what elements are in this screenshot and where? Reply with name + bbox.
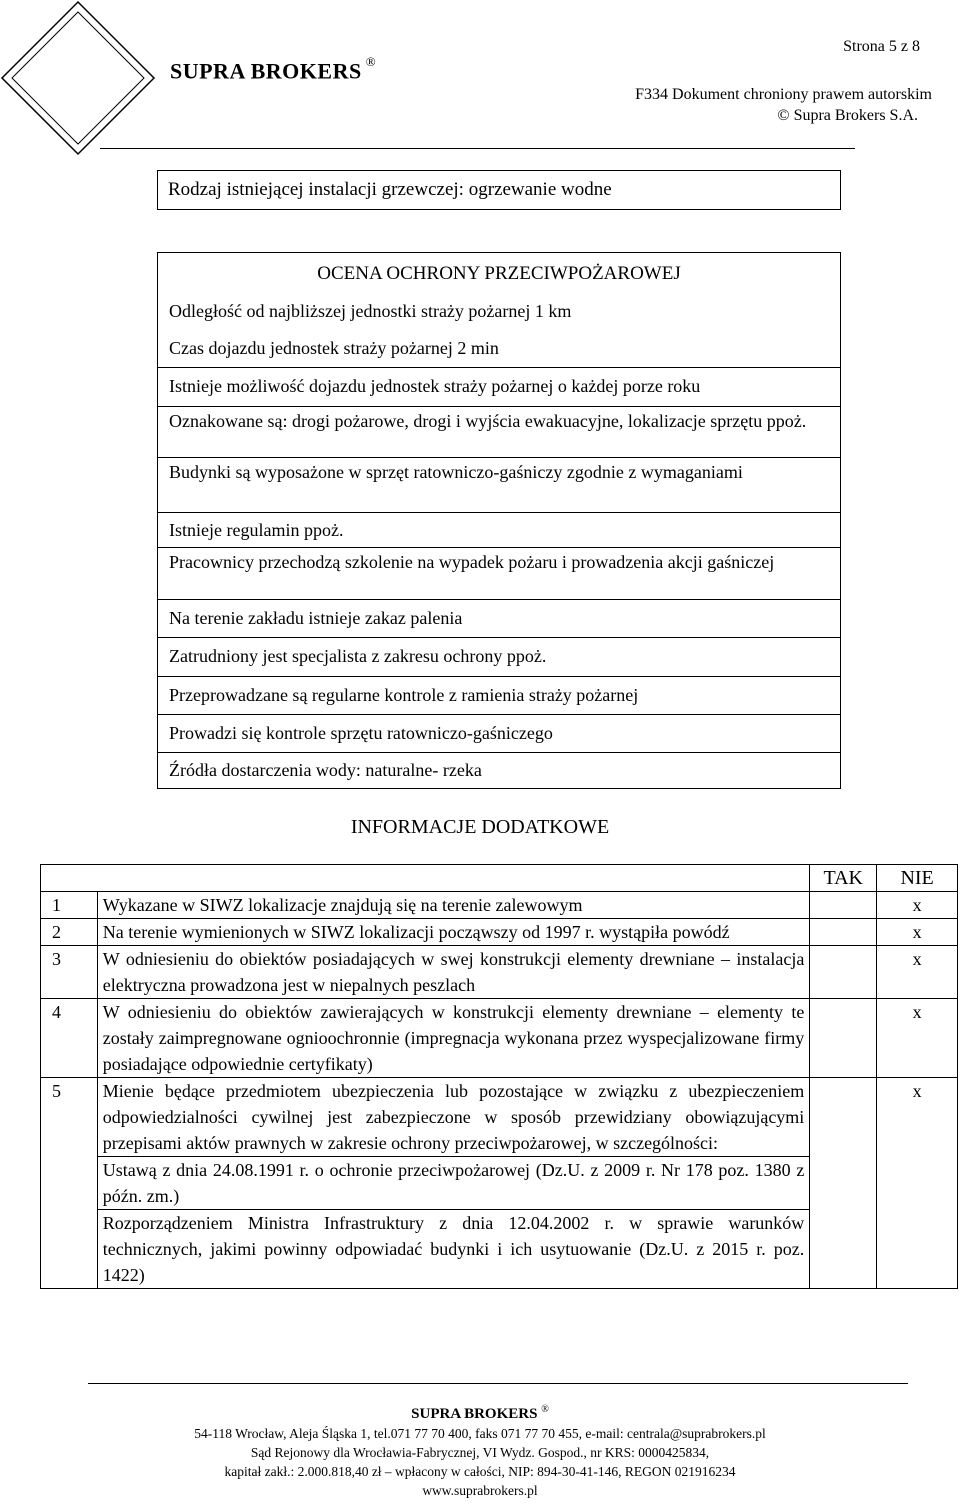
footer-address: 54-118 Wrocław, Aleja Śląska 1, tel.071 77 70 400, faks 071 77 70 455, e-mail: centrala@suprabrokers.pl <box>194 1426 766 1441</box>
fire-item: Prowadzi się kontrole sprzętu ratowniczo-gaśniczego <box>158 714 840 752</box>
table-row: 2 Na terenie wymienionych w SIWZ lokalizacji począwszy od 1997 r. wystąpiła powódź x <box>41 919 958 946</box>
table-row: 1 Wykazane w SIWZ lokalizacje znajdują się na terenie zalewowym x <box>41 892 958 919</box>
fire-protection-box <box>157 252 841 789</box>
fire-item: Istnieje regulamin ppoż. <box>158 512 840 547</box>
fire-item: Odległość od najbliższej jednostki straży pożarnej 1 km <box>169 301 572 321</box>
row-text: Mienie będące przedmiotem ubezpieczenia lub pozostające w związku z ubezpieczeniem odpowiedzialności cywilnej jest zabezpieczone w sposób przewidziany obowiązującymi przepisami aktów prawnych w zakresie ochrony przeciwpożarowej, w szczególności: <box>102 1081 805 1153</box>
fire-item: Na terenie zakładu istnieje zakaz palenia <box>158 599 840 637</box>
copyright-line: © Supra Brokers S.A. <box>777 107 918 124</box>
fire-item: Czas dojazdu jednostek straży pożarnej 2 min <box>169 338 499 358</box>
regulation-act: Ustawą z dnia 24.08.1991 r. o ochronie przeciwpożarowej (Dz.U. z 2009 r. Nr 178 poz. 1380 z późn. zm.) <box>98 1156 810 1209</box>
fire-item: Przeprowadzane są regularne kontrole z ramienia straży pożarnej <box>158 676 840 714</box>
table-row: 4 W odniesieniu do obiektów zawierających w konstrukcji elementy drewniane – elementy te zostały zaimpregnowane ognioochronnie (impregnacja wykonana przez wyspecjalizowane firmy posiadające odpowiednie certyfikaty) x <box>41 999 958 1078</box>
header-brand: SUPRA BROKERS ® <box>170 54 377 84</box>
regulation-ordinance: Rozporządzeniem Ministra Infrastruktury z dnia 12.04.2002 r. w sprawie warunków technicznych, jakimi powinny odpowiadać budynki i ich usytuowanie (Dz.U. z 2015 r. poz. 1422) <box>98 1209 810 1288</box>
additional-info-table <box>40 864 958 1289</box>
table-header-row <box>41 865 958 892</box>
col-no-header: NIE <box>877 865 958 892</box>
fire-item: Zatrudniony jest specjalista z zakresu ochrony ppoż. <box>158 637 840 676</box>
footer-capital: kapitał zakł.: 2.000.818,40 zł – wpłacony w całości, NIP: 894-30-41-146, REGON 021916234 <box>224 1464 736 1479</box>
fire-protection-title: OCENA OCHRONY PRZECIWPOŻAROWEJ <box>317 263 681 284</box>
fire-item: Istnieje możliwość dojazdu jednostek straży pożarnej o każdej porze roku <box>158 367 840 406</box>
document-note: F334 Dokument chroniony prawem autorskim <box>635 86 932 103</box>
fire-item: Oznakowane są: drogi pożarowe, drogi i wyjścia ewakuacyjne, lokalizacje sprzętu ppoż. <box>158 406 840 457</box>
fire-item: Budynki są wyposażone w sprzęt ratowniczo-gaśniczy zgodnie z wymaganiami <box>158 457 840 512</box>
additional-info-title: INFORMACJE DODATKOWE <box>350 816 610 838</box>
page-indicator: Strona 5 z 8 <box>843 38 920 55</box>
table-row: 3 W odniesieniu do obiektów posiadających w swej konstrukcji elementy drewniane – instalacja elektryczna prowadzona jest w niepalnych peszlach x <box>41 946 958 999</box>
fire-item: Pracownicy przechodzą szkolenie na wypadek pożaru i prowadzenia akcji gaśniczej <box>158 547 840 599</box>
footer-divider <box>88 1383 908 1384</box>
heating-type-box: Rodzaj istniejącej instalacji grzewczej: ogrzewanie wodne <box>157 170 841 210</box>
fire-item: Źródła dostarczenia wody: naturalne- rzeka <box>158 752 840 788</box>
footer-website[interactable]: www.suprabrokers.pl <box>422 1483 538 1498</box>
header-divider <box>100 148 855 149</box>
col-yes-header: TAK <box>810 865 877 892</box>
table-row: 5 Mienie będące przedmiotem ubezpieczenia lub pozostające w związku z ubezpieczeniem odpowiedzialności cywilnej jest zabezpieczone w sposób przewidziany obowiązującymi przepisami aktów prawnych w zakresie ochrony przeciwpożarowej, w szczególności: Ustawą z dnia 24.08.1991 r. o ochronie przeciwpożarowej (Dz.U. z 2009 r. Nr 178 poz. 1380 z późn. zm.) Rozporządzeniem Ministra Infrastruktury z dnia 12.04.2002 r. w sprawie warunków technicznych, jakimi powinny odpowiadać budynki i ich usytuowanie (Dz.U. z 2015 r. poz. 1422) x <box>41 1078 958 1289</box>
footer-court: Sąd Rejonowy dla Wrocławia-Fabrycznej, VI Wydz. Gospod., nr KRS: 0000425834, <box>250 1445 710 1460</box>
footer-brand: SUPRA BROKERS ® <box>411 1404 549 1422</box>
